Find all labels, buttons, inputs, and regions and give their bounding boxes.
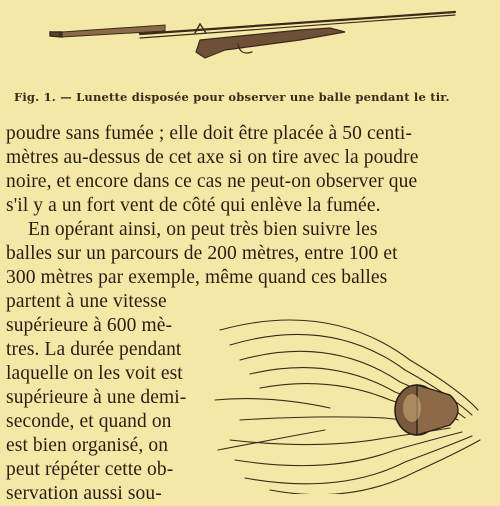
text-line: s'il y a un fort vent de côté qui enlève la fumée. (6, 195, 381, 216)
text-line: tres. La durée pendant (6, 339, 182, 360)
text-line: seconde, et quand on (6, 411, 172, 432)
bullet-air-waves-illustration (210, 300, 500, 494)
text-line: servation aussi sou- (6, 483, 162, 504)
text-line: poudre sans fumée ; elle doit être placée à 50 centi- (6, 123, 412, 144)
telescope-tube (62, 25, 165, 37)
text-line: noire, et encore dans ce cas ne peut-on observer que (6, 171, 418, 192)
text-line: mètres au-dessus de cet axe si on tire avec la poudre (6, 147, 419, 168)
figure-caption: Fig. 1. — Lunette disposée pour observer une balle pendant le tir. (14, 90, 450, 104)
paragraph-1 (6, 122, 494, 218)
text-line: balles sur un parcours de 200 mètres, entre 100 et (6, 243, 398, 264)
text-line: laquelle on les voit est (6, 363, 183, 384)
text-line: supérieure à 600 mè- (6, 315, 173, 336)
paragraph-2 (6, 218, 494, 290)
text-line: partent à une vitesse (6, 291, 167, 312)
text-line: est bien organisé, on (6, 435, 169, 456)
text-line: peut répéter cette ob- (6, 459, 174, 480)
paragraph-3 (6, 290, 206, 506)
text-line: 300 mètres par exemple, même quand ces balles (6, 267, 388, 288)
rifle-telescope-illustration (0, 0, 500, 80)
text-line: En opérant ainsi, on peut très bien suivre les (28, 219, 378, 240)
text-line: supérieure à une demi- (6, 387, 187, 408)
